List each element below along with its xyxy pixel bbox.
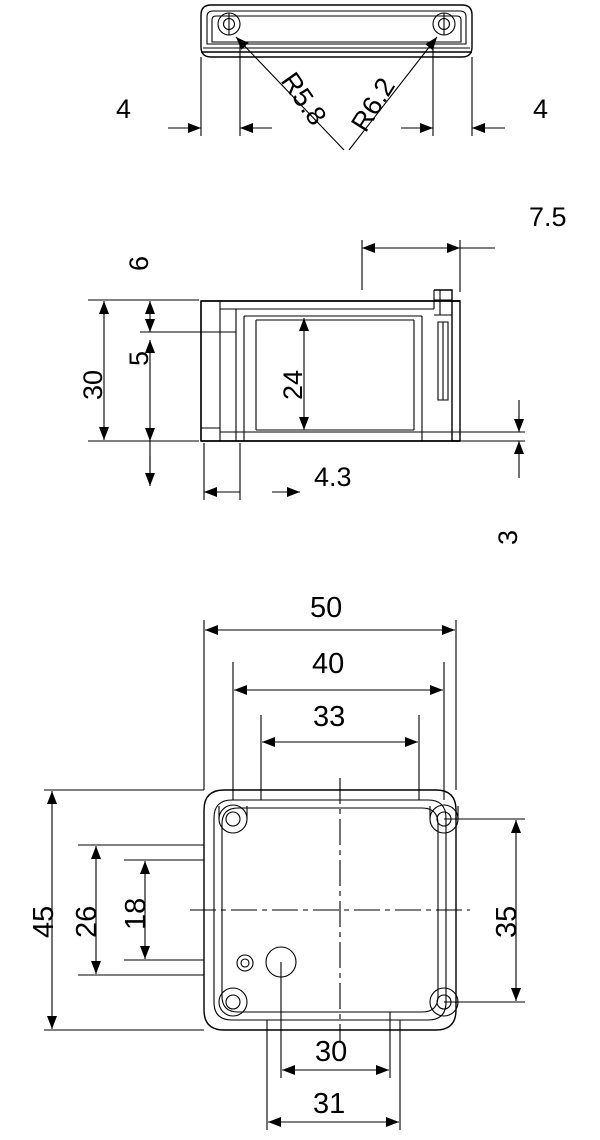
dim-label-5: 5: [124, 350, 154, 366]
dim-4-right: [401, 44, 505, 136]
dim-label-31: 31: [313, 1088, 346, 1120]
dim-label-4-right: 4: [533, 94, 549, 124]
dim-label-6: 6: [124, 255, 154, 271]
top-section-geometry: [201, 5, 472, 57]
dim-4_3: [204, 443, 300, 500]
dim-label-45: 45: [28, 905, 60, 938]
dim-label-30-bottom: 30: [315, 1036, 348, 1068]
dim-label-35: 35: [491, 905, 523, 938]
dim-label-50: 50: [310, 592, 343, 624]
dim-6: [140, 300, 236, 332]
dim-label-30: 30: [78, 369, 108, 400]
dim-label-33: 33: [313, 701, 346, 733]
dim-label-r5_8: R5.8: [275, 66, 333, 131]
dim-label-26: 26: [71, 905, 103, 938]
dim-label-24: 24: [278, 369, 308, 400]
dim-label-r6_2: R6.2: [345, 72, 401, 137]
dim-label-4-left: 4: [116, 94, 132, 124]
dim-label-40: 40: [312, 648, 345, 680]
dim-label-3: 3: [493, 529, 523, 545]
dim-3: [460, 400, 525, 478]
dim-label-18: 18: [120, 897, 152, 930]
dim-label-4_3: 4.3: [314, 462, 352, 492]
dim-7_5: [362, 240, 495, 292]
plan-view-geometry: [190, 778, 470, 1042]
side-section-geometry: [201, 290, 460, 441]
dim-label-7_5: 7.5: [529, 202, 567, 232]
radius-leaders: [236, 37, 437, 150]
